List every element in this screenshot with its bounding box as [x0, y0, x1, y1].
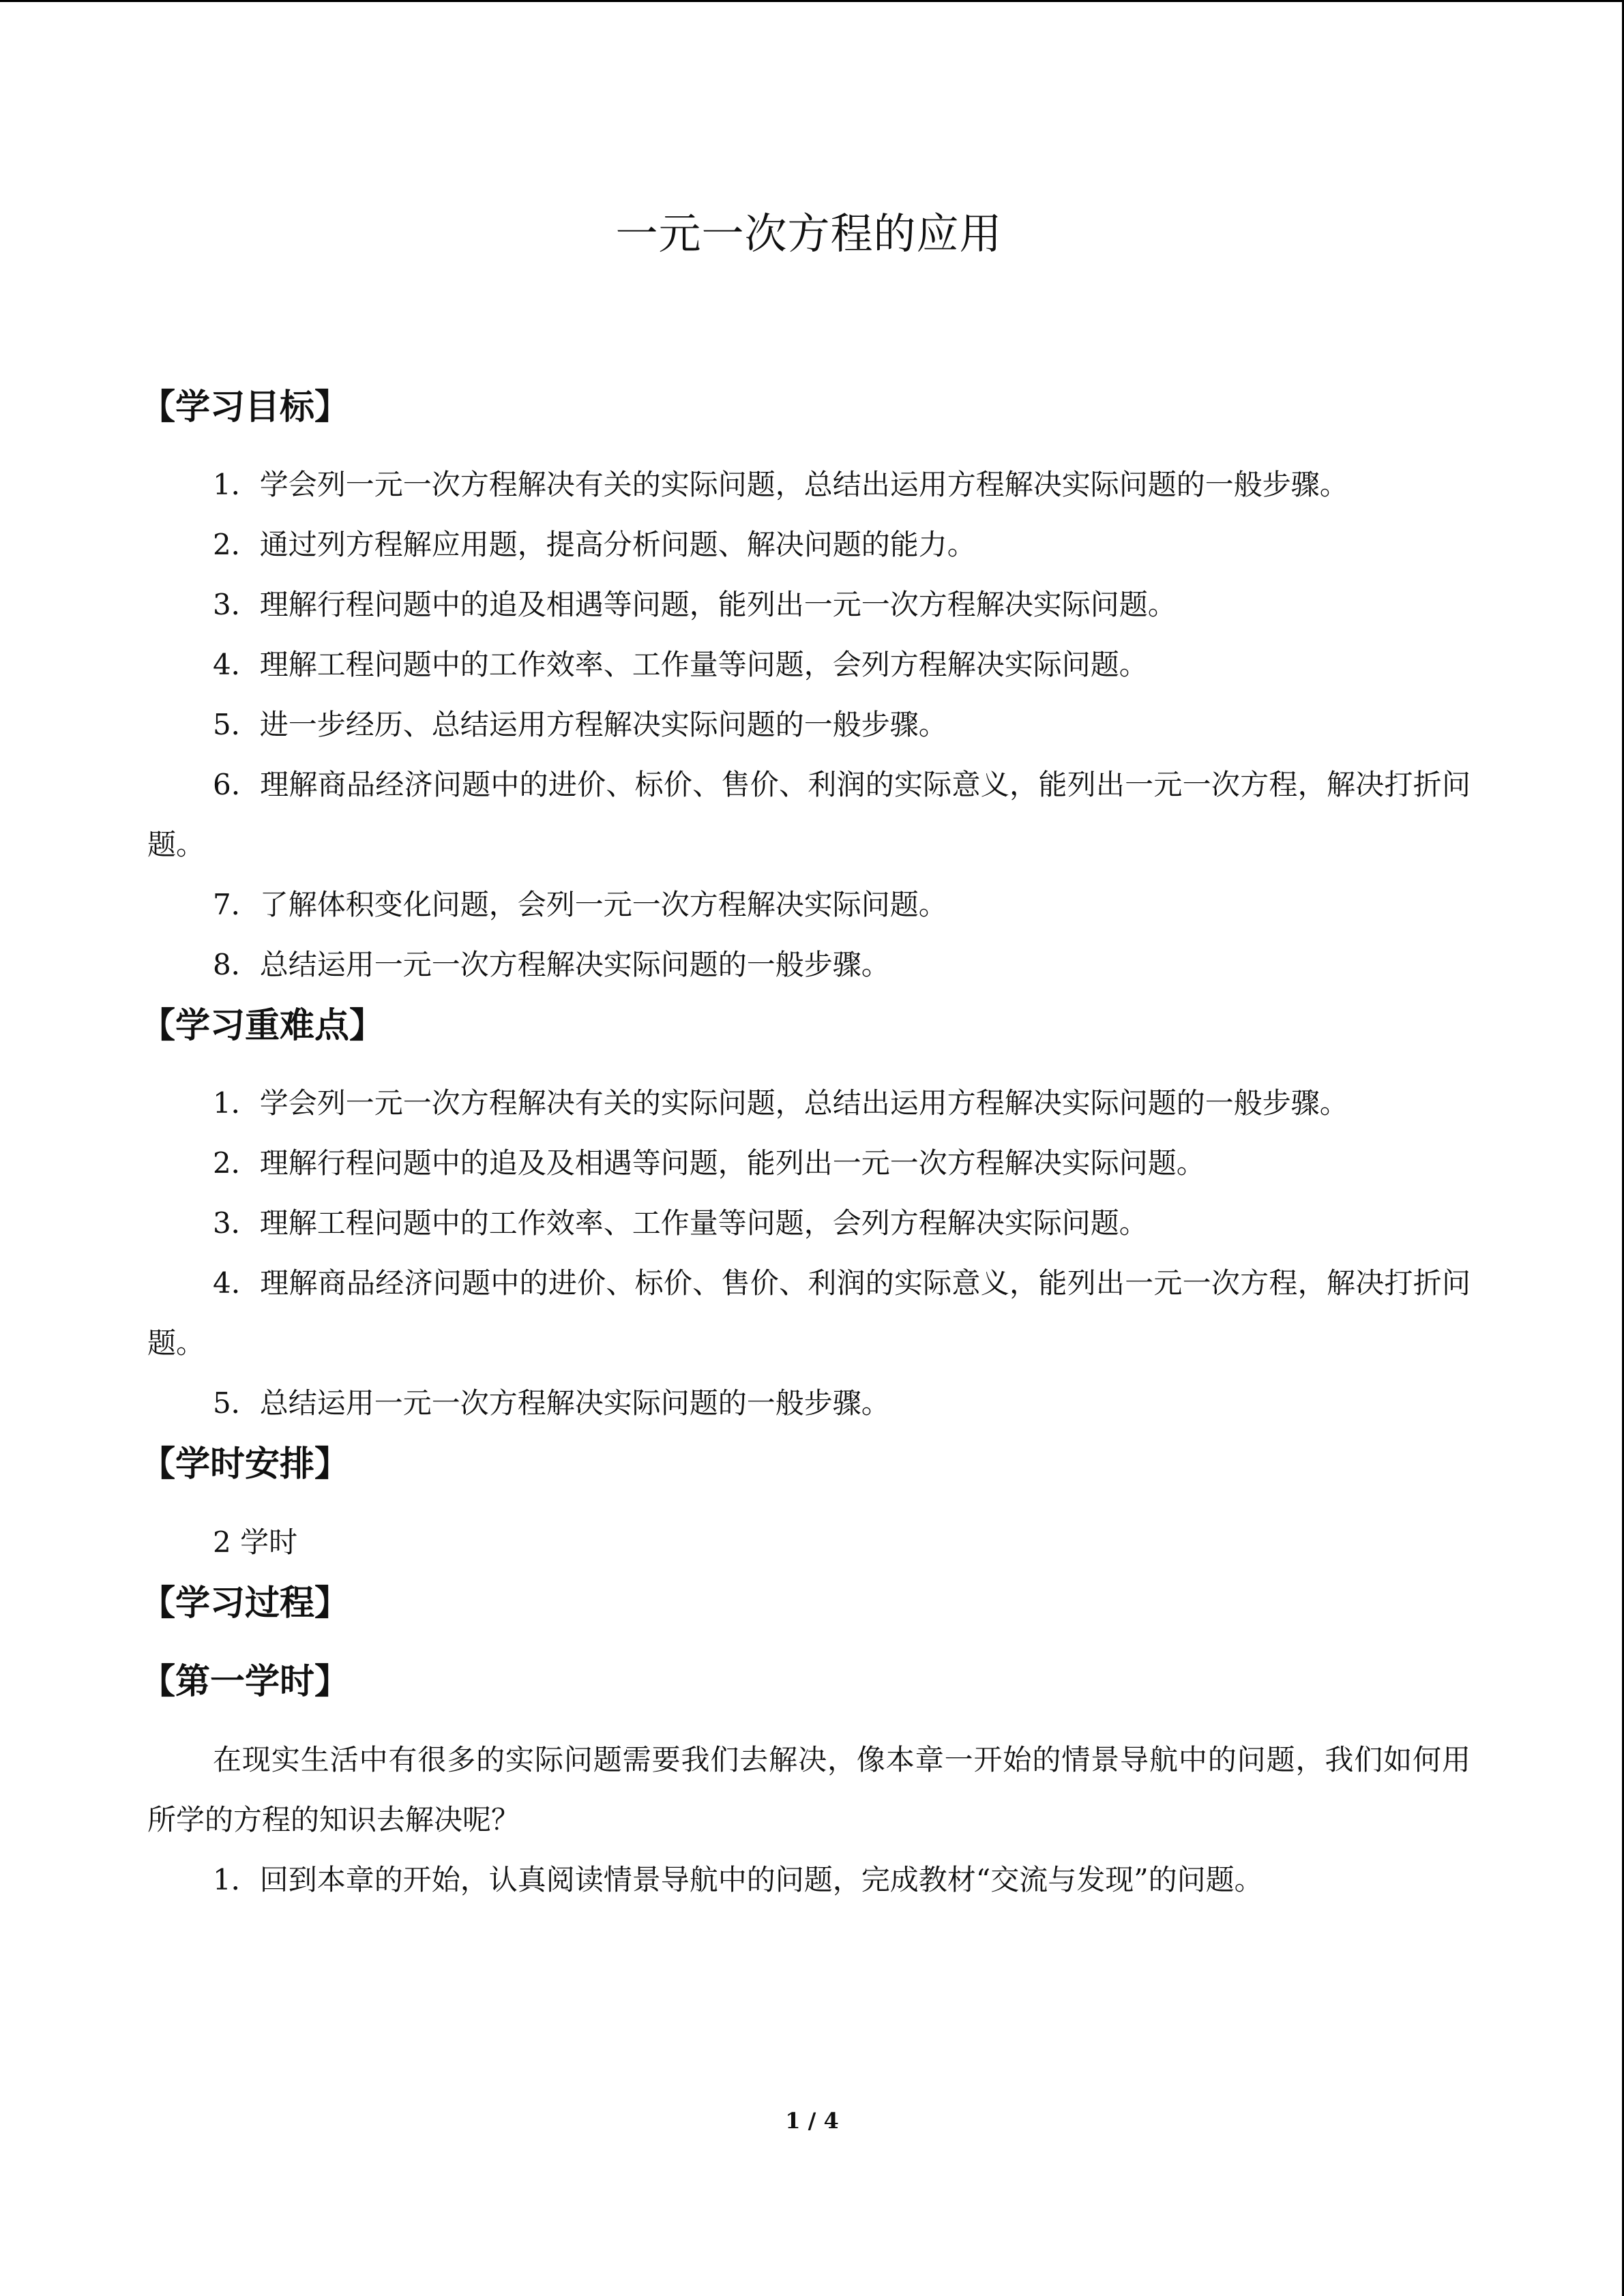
document-title: 一元一次方程的应用	[615, 209, 1003, 258]
objective-item: 7．了解体积变化问题，会列一元一次方程解决实际问题。	[213, 887, 947, 921]
objective-item: 6．理解商品经济问题中的进价、标价、售价、利润的实际意义，能列出一元一次方程，解决打折问题。	[147, 767, 1471, 861]
objective-item: 3．理解行程问题中的追及相遇等问题，能列出一元一次方程解决实际问题。	[213, 587, 1177, 621]
section-heading: 【学习目标】	[141, 387, 350, 428]
key-point-item: 2．理解行程问题中的追及及相遇等问题，能列出一元一次方程解决实际问题。	[213, 1146, 1205, 1180]
section-key-difficulties	[141, 1002, 1471, 1433]
schedule-text: 2 学时	[213, 1525, 298, 1559]
key-point-item: 5．总结运用一元一次方程解决实际问题的一般步骤。	[213, 1386, 890, 1420]
body-paragraph: 在现实生活中有很多的实际问题需要我们去解决，像本章一开始的情景导航中的问题，我们如何用所学的方程的知识去解决呢？	[147, 1742, 1471, 1836]
section-first-period	[141, 1658, 1471, 1909]
objective-item: 8．总结运用一元一次方程解决实际问题的一般步骤。	[213, 947, 890, 981]
key-point-item: 3．理解工程问题中的工作效率、工作量等问题，会列方程解决实际问题。	[213, 1206, 1148, 1240]
section-heading: 【学习重难点】	[141, 1005, 385, 1046]
key-point-item: 1．学会列一元一次方程解决有关的实际问题，总结出运用方程解决实际问题的一般步骤。	[213, 1086, 1348, 1120]
section-heading: 【学时安排】	[141, 1444, 350, 1485]
objective-item: 2．通过列方程解应用题，提高分析问题、解决问题的能力。	[213, 527, 976, 561]
section-heading: 【学习过程】	[141, 1583, 350, 1624]
section-schedule	[141, 1440, 1471, 1572]
objective-item: 4．理解工程问题中的工作效率、工作量等问题，会列方程解决实际问题。	[213, 647, 1148, 681]
page-content	[141, 207, 1471, 1910]
page-number: 1 / 4	[785, 2108, 839, 2134]
section-learning-process	[141, 1579, 1471, 1628]
sections-container	[141, 383, 1471, 1910]
key-point-item: 4．理解商品经济问题中的进价、标价、售价、利润的实际意义，能列出一元一次方程，解决打折问题。	[147, 1266, 1471, 1360]
section-learning-objectives	[141, 383, 1471, 995]
section-heading: 【第一学时】	[141, 1662, 350, 1703]
body-paragraph: 1．回到本章的开始，认真阅读情景导航中的问题，完成教材“交流与发现”的问题。	[213, 1862, 1263, 1896]
objective-item: 5．进一步经历、总结运用方程解决实际问题的一般步骤。	[213, 707, 947, 741]
objective-item: 1．学会列一元一次方程解决有关的实际问题，总结出运用方程解决实际问题的一般步骤。	[213, 467, 1348, 501]
